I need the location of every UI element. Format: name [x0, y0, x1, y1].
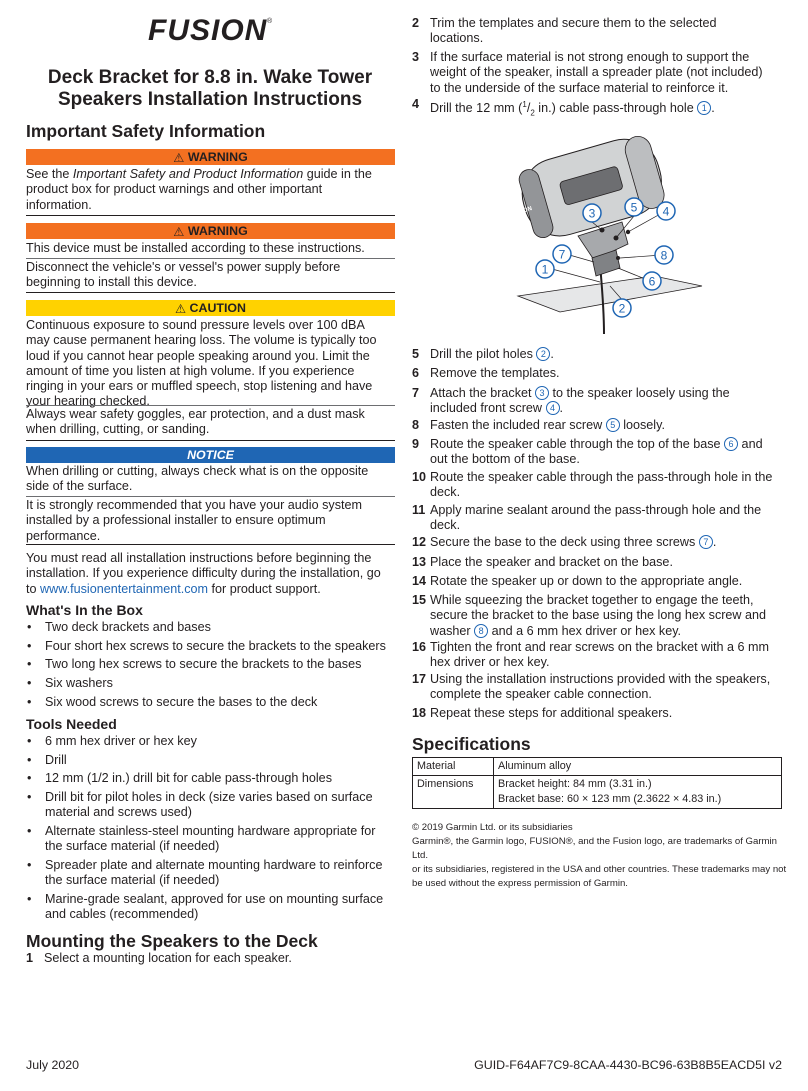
callout-4-icon: 4 — [546, 401, 560, 415]
spec-value: Aluminum alloy — [494, 758, 782, 776]
callout-8-icon — [655, 246, 673, 264]
fusion-logo — [148, 14, 274, 44]
tools-list — [26, 734, 394, 926]
list-item: • Spreader plate and alternate mounting hardware to reinforce the surface material (if needed) — [26, 858, 394, 889]
divider — [26, 544, 395, 545]
list-item: • Marine-grade sealant, approved for use on mounting surface and cables (recommended) — [26, 892, 394, 923]
warning-triangle-icon: ⚠ — [173, 224, 188, 239]
fusion-logo-mark — [148, 14, 274, 44]
list-item: • Two long hex screws to secure the brackets to the bases — [26, 657, 401, 672]
callout-3-icon: 3 — [535, 386, 549, 400]
warning-banner-1: ⚠ WARNING — [26, 149, 395, 165]
list-item: • 12 mm (1/2 in.) drill bit for cable pass-through holes — [26, 771, 394, 786]
callout-3-icon — [583, 204, 601, 222]
read-instructions-text: You must read all installation instructions before beginning the installation. If you experience difficulty during the installation, go to www.fusionentertainment.com for product support. — [26, 551, 381, 596]
list-item: • Drill — [26, 753, 394, 768]
notice-text-2: It is strongly recommended that you have your audio system installed by a professional installer to ensure optimum performance. — [26, 498, 362, 543]
warning-text-1: See the Important Safety and Product Information guide in the product box for product warnings and other important information. — [26, 167, 372, 212]
callout-4-icon — [657, 202, 675, 220]
svg-text:FUSION: FUSION — [148, 14, 268, 44]
svg-text:FUSION: FUSION — [509, 206, 533, 219]
callout-6-icon: 6 — [724, 437, 738, 451]
tools-heading: Tools Needed — [26, 716, 117, 732]
warning-text-2a: This device must be installed according to these instructions. — [26, 241, 365, 255]
list-item: • Four short hex screws to secure the brackets to the speakers — [26, 639, 401, 654]
callout-5-icon: 5 — [606, 418, 620, 432]
caution-banner: ⚠ CAUTION — [26, 300, 395, 316]
list-item: • Six washers — [26, 676, 401, 691]
divider — [26, 440, 395, 441]
spec-label: Material — [413, 758, 494, 776]
callout-8-icon: 8 — [474, 624, 488, 638]
specs-table — [412, 757, 782, 809]
divider — [26, 496, 395, 497]
speaker-figure — [504, 118, 708, 336]
svg-text:7: 7 — [558, 247, 566, 262]
safety-heading: Important Safety Information — [26, 121, 266, 141]
callout-1-icon: 1 — [697, 101, 711, 115]
callout-1-icon — [536, 260, 554, 278]
callout-5-icon — [625, 198, 643, 216]
svg-text:3: 3 — [588, 206, 596, 221]
divider — [26, 258, 395, 259]
callout-2-icon — [613, 299, 631, 317]
warning-text-2b: Disconnect the vehicle's or vessel's power supply before beginning to install this device. — [26, 260, 341, 290]
specs-heading: Specifications — [412, 734, 531, 754]
list-item: • Drill bit for pilot holes in deck (size varies based on surface material and screws used) — [26, 790, 394, 821]
goggles-text: Always wear safety goggles, ear protection, and a dust mask when drilling, cutting, or sanding. — [26, 407, 365, 437]
callout-2-icon: 2 — [536, 347, 550, 361]
notice-banner: NOTICE — [26, 447, 395, 463]
spec-value: Bracket height: 84 mm (3.31 in.) Bracket base: 60 × 123 mm (2.3622 × 4.83 in.) — [494, 776, 782, 809]
divider — [26, 292, 395, 293]
legal-text: © 2019 Garmin Ltd. or its subsidiaries Garmin®, the Garmin logo, FUSION®, and the Fusion logo, are trademarks of Garmin Ltd. or its subsidiaries, registered in the USA and other countries. These trademarks may not be used without the express permission of Garmin. — [412, 822, 787, 889]
caution-text: Continuous exposure to sound pressure levels over 100 dBA may cause permanent hearing loss. The volume is typically too loud if you cannot hear people speaking around you. Limit the amount of time you listen at high volume. If you experience ringing in your ears or muffled speech, stop listening and have your hearing checked. — [26, 318, 377, 409]
spec-label: Dimensions — [413, 776, 494, 809]
list-item: • Alternate stainless-steel mounting hardware appropriate for the surface material (if needed) — [26, 824, 394, 855]
notice-text-1: When drilling or cutting, always check what is on the opposite side of the surface. — [26, 464, 369, 494]
callout-7-icon: 7 — [699, 535, 713, 549]
svg-text:5: 5 — [630, 200, 638, 215]
footer-guid: GUID-F64AF7C9-8CAA-4430-BC96-63B8B5EACD5I v2 — [474, 1058, 782, 1072]
svg-text:8: 8 — [660, 248, 668, 263]
table-row — [413, 758, 782, 776]
divider — [26, 215, 395, 216]
svg-text:2: 2 — [618, 301, 626, 316]
box-heading: What's In the Box — [26, 602, 143, 618]
list-item: • Two deck brackets and bases — [26, 620, 401, 635]
svg-text:®: ® — [267, 18, 273, 25]
callout-7-icon — [553, 245, 571, 263]
svg-text:4: 4 — [662, 204, 670, 219]
callout-6-icon — [643, 272, 661, 290]
warning-banner-2: ⚠ WARNING — [26, 223, 395, 239]
page-title: Deck Bracket for 8.8 in. Wake Tower Speakers Installation Instructions — [47, 67, 373, 110]
divider — [26, 405, 395, 406]
svg-text:6: 6 — [648, 274, 656, 289]
box-list — [26, 620, 401, 713]
list-item: • 6 mm hex driver or hex key — [26, 734, 394, 749]
support-link[interactable]: www.fusionentertainment.com — [40, 581, 209, 596]
footer-date: July 2020 — [26, 1058, 80, 1072]
warning-triangle-icon: ⚠ — [173, 150, 188, 165]
caution-triangle-icon: ⚠ — [174, 301, 190, 316]
svg-text:1: 1 — [541, 262, 549, 277]
speaker-illustration — [504, 118, 708, 336]
table-row — [413, 776, 782, 809]
list-item: • Six wood screws to secure the bases to the deck — [26, 695, 401, 710]
mounting-heading: Mounting the Speakers to the Deck — [26, 931, 318, 951]
